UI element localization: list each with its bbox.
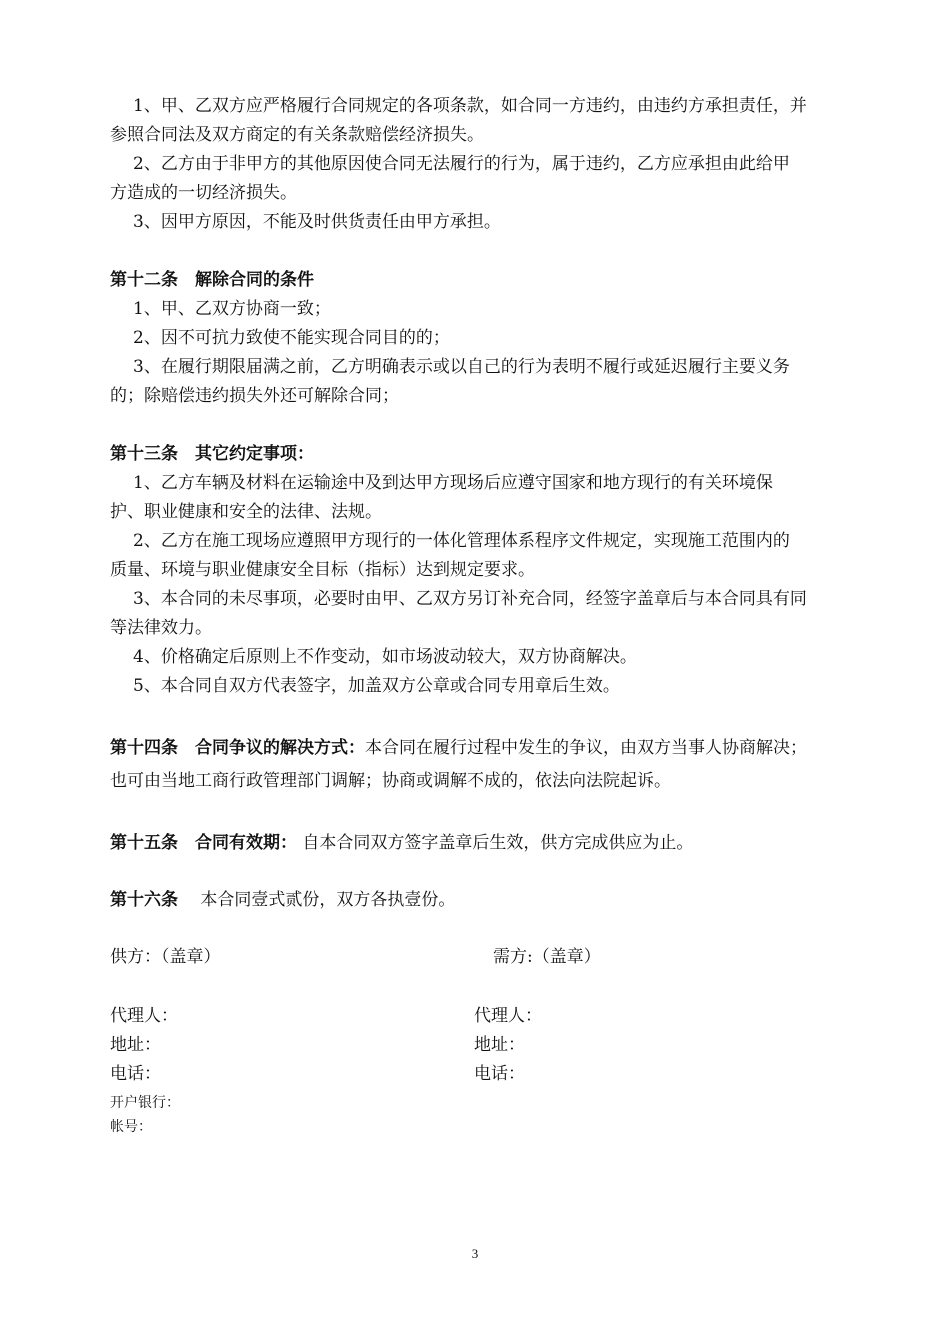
page-number: 3: [471, 1246, 479, 1261]
art13-item1-line2: 护、职业健康和安全的法律、法规。: [110, 502, 382, 522]
art12-item2: 2、因不可抗力致使不能实现合同目的的；: [133, 328, 450, 348]
supplier-phone-label: 电话：: [110, 1064, 161, 1084]
article16-heading: 第十六条: [110, 890, 178, 910]
art12-item3-line2: 的；除赔偿违约损失外还可解除合同；: [110, 386, 399, 406]
supplier-account-label: 帐号：: [110, 1119, 152, 1135]
supplier-seal-label: 供方：（盖章）: [110, 947, 221, 967]
art12-item3-line1: 3、在履行期限届满之前，乙方明确表示或以自己的行为表明不履行或延迟履行主要义务: [133, 357, 790, 377]
art12-item1: 1、甲、乙双方协商一致；: [133, 299, 331, 319]
article15-heading: 第十五条 合同有效期：: [110, 833, 297, 853]
art11-item2-line2: 方造成的一切经济损失。: [110, 183, 297, 203]
supplier-address-label: 地址：: [110, 1035, 161, 1055]
buyer-agent-label: 代理人：: [474, 1006, 542, 1026]
article14-line2: 也可由当地工商行政管理部门调解；协商或调解不成的，依法向法院起诉。: [110, 771, 671, 791]
article12-heading: 第十二条 解除合同的条件: [110, 270, 314, 290]
buyer-address-label: 地址：: [474, 1035, 525, 1055]
art13-item5: 5、本合同自双方代表签字，加盖双方公章或合同专用章后生效。: [133, 676, 620, 696]
article14-heading: 第十四条 合同争议的解决方式：: [110, 738, 365, 758]
art13-item4: 4、价格确定后原则上不作变动，如市场波动较大，双方协商解决。: [133, 647, 637, 667]
supplier-agent-label: 代理人：: [110, 1006, 178, 1026]
article13-heading: 第十三条 其它约定事项：: [110, 444, 314, 464]
article16-line: [110, 886, 870, 915]
supplier-bank-label: 开户银行：: [110, 1095, 180, 1111]
article15-line: [110, 829, 870, 858]
art13-item3-line2: 等法律效力。: [110, 618, 212, 638]
art11-item2-line1: 2、乙方由于非甲方的其他原因使合同无法履行的行为，属于违约，乙方应承担由此给甲: [133, 154, 790, 174]
article14-text: 本合同在履行过程中发生的争议，由双方当事人协商解决；: [365, 738, 807, 758]
art11-item1-line2: 参照合同法及双方商定的有关条款赔偿经济损失。: [110, 125, 484, 145]
article14-line1: [110, 734, 870, 763]
art13-item2-line2: 质量、环境与职业健康安全目标（指标）达到规定要求。: [110, 560, 535, 580]
buyer-phone-label: 电话：: [474, 1064, 525, 1084]
article15-text: 自本合同双方签字盖章后生效，供方完成供应为止。: [302, 833, 694, 853]
art11-item3: 3、因甲方原因，不能及时供货责任由甲方承担。: [133, 212, 501, 232]
art13-item3-line1: 3、本合同的未尽事项，必要时由甲、乙双方另订补充合同，经签字盖章后与本合同具有同: [133, 589, 807, 609]
art13-item1-line1: 1、乙方车辆及材料在运输途中及到达甲方现场后应遵守国家和地方现行的有关环境保: [133, 473, 773, 493]
buyer-seal-label: 需方:（盖章）: [493, 947, 601, 967]
article16-text: 本合同壹式贰份，双方各执壹份。: [200, 890, 456, 910]
art11-item1-line1: 1、甲、乙双方应严格履行合同规定的各项条款，如合同一方违约，由违约方承担责任，并: [133, 96, 807, 116]
art13-item2-line1: 2、乙方在施工现场应遵照甲方现行的一体化管理体系程序文件规定，实现施工范围内的: [133, 531, 790, 551]
